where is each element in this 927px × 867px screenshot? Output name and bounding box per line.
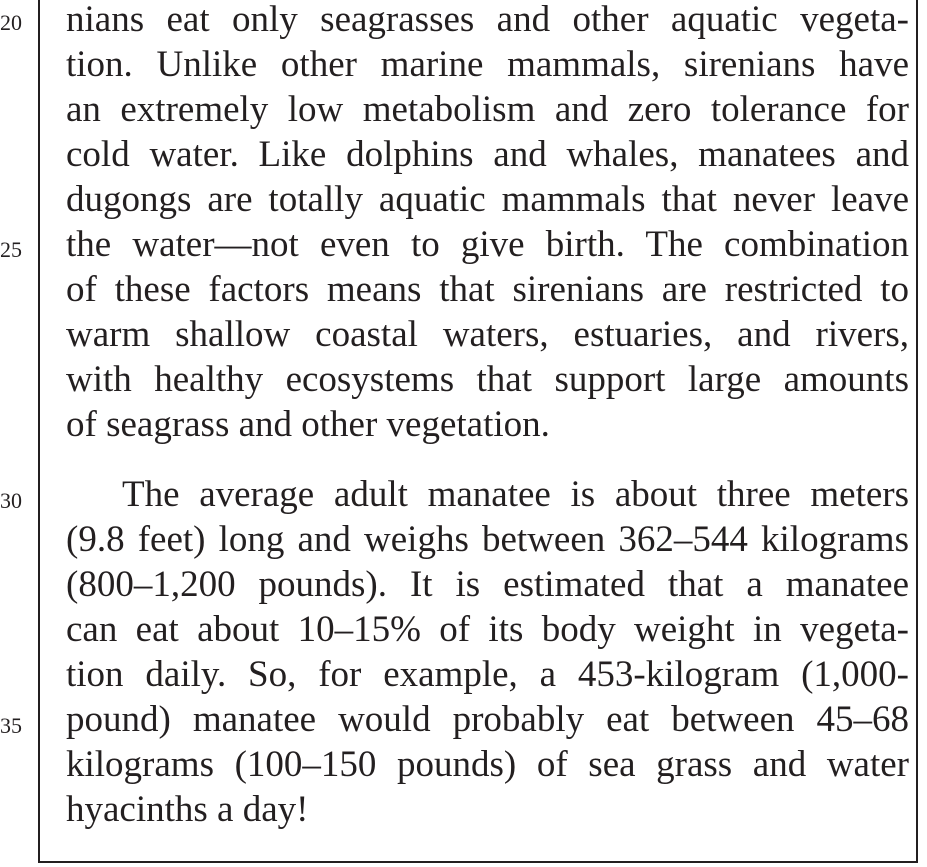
line-number: 30 (0, 488, 22, 513)
text-line: tion daily. So, for example, a 453-kilogram (1,000- (66, 654, 909, 695)
text-line: cold water. Like dolphins and whales, manatees and (66, 134, 909, 175)
line-number: 35 (0, 713, 22, 738)
text-line: tion. Unlike other marine mammals, sirenians have (66, 44, 909, 85)
text-line: hyacinths a day! (66, 789, 309, 830)
text-line: of seagrass and other vegetation. (66, 404, 550, 445)
line-number: 20 (0, 10, 22, 35)
text-line: the water—not even to give birth. The combination (66, 224, 909, 265)
text-line: an extremely low metabolism and zero tolerance for (66, 89, 909, 130)
text-line: (800–1,200 pounds). It is estimated that a manatee (66, 564, 909, 605)
text-line: can eat about 10–15% of its body weight in vegeta- (66, 609, 909, 650)
text-line: with healthy ecosystems that support large amounts (66, 359, 909, 400)
line-number: 25 (0, 237, 22, 262)
text-line: pound) manatee would probably eat between 45–68 (66, 699, 909, 740)
text-line: kilograms (100–150 pounds) of sea grass and water (66, 744, 909, 785)
text-line: nians eat only seagrasses and other aquatic vegeta- (66, 0, 909, 40)
text-line: warm shallow coastal waters, estuaries, and rivers, (66, 314, 909, 355)
text-line: dugongs are totally aquatic mammals that never leave (66, 179, 909, 220)
text-line: of these factors means that sirenians are restricted to (66, 269, 909, 310)
text-line: The average adult manatee is about three meters (122, 474, 909, 515)
text-line: (9.8 feet) long and weighs between 362–544 kilograms (66, 519, 909, 560)
